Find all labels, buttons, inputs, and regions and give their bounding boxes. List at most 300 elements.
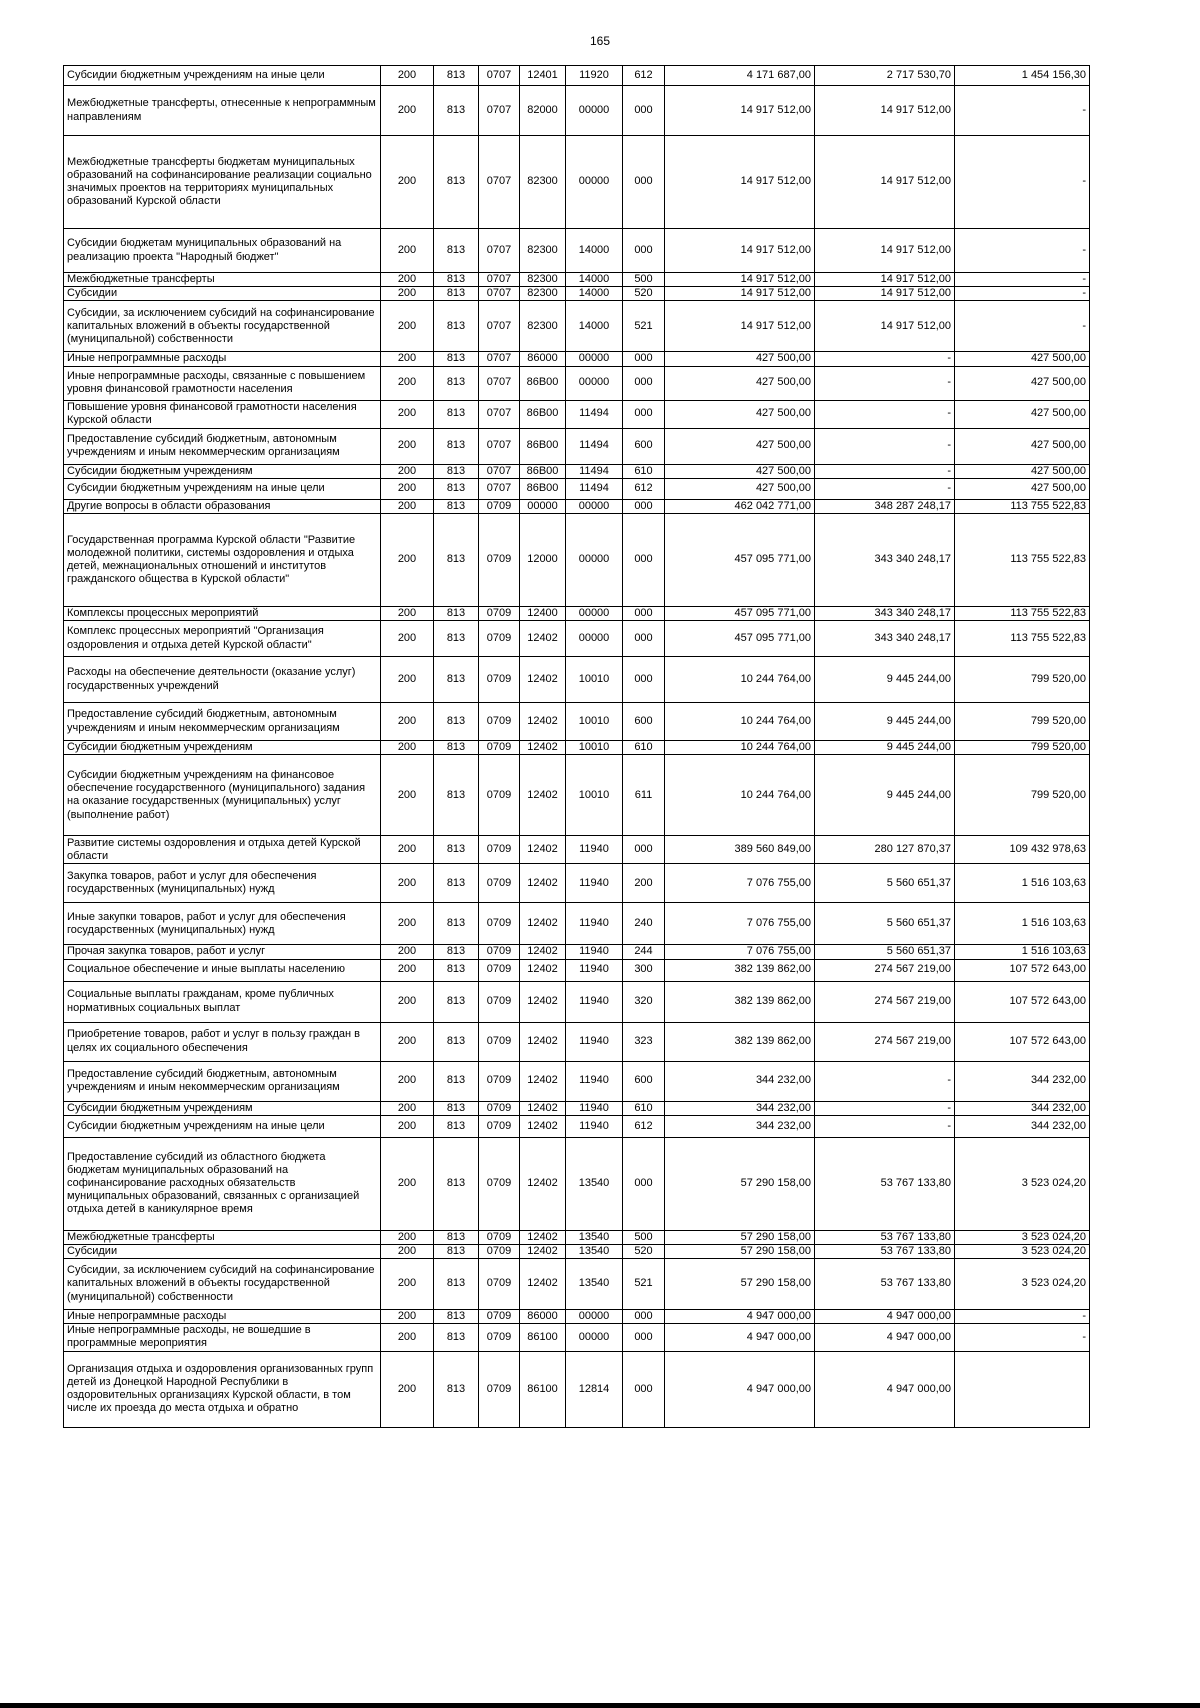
code-ved: 813 bbox=[434, 621, 479, 657]
code-direction: 13540 bbox=[566, 1244, 623, 1258]
sum-total: 457 095 771,00 bbox=[665, 621, 815, 657]
code-grbs: 200 bbox=[381, 836, 434, 864]
code-expense-type: 521 bbox=[623, 1259, 665, 1310]
sum-total: 7 076 755,00 bbox=[665, 903, 815, 945]
code-expense-type: 600 bbox=[623, 1061, 665, 1101]
code-expense-type: 612 bbox=[623, 66, 665, 86]
row-name: Расходы на обеспечение деятельности (оказание услуг) государственных учреждений bbox=[64, 657, 381, 703]
code-ved: 813 bbox=[434, 755, 479, 836]
row-name: Межбюджетные трансферты bbox=[64, 273, 381, 287]
code-ved: 813 bbox=[434, 606, 479, 620]
code-program: 86В00 bbox=[520, 400, 566, 428]
code-ved: 813 bbox=[434, 741, 479, 755]
code-grbs: 200 bbox=[381, 229, 434, 273]
code-direction: 11920 bbox=[566, 66, 623, 86]
sum-second: - bbox=[815, 464, 955, 478]
sum-second: - bbox=[815, 366, 955, 400]
code-razdel: 0709 bbox=[479, 657, 520, 703]
code-razdel: 0709 bbox=[479, 981, 520, 1022]
code-expense-type: 610 bbox=[623, 741, 665, 755]
code-ved: 813 bbox=[434, 1324, 479, 1351]
code-expense-type: 612 bbox=[623, 1115, 665, 1137]
sum-second: 4 947 000,00 bbox=[815, 1324, 955, 1351]
code-program: 82300 bbox=[520, 136, 566, 229]
code-expense-type: 000 bbox=[623, 606, 665, 620]
code-ved: 813 bbox=[434, 478, 479, 499]
code-program: 82300 bbox=[520, 229, 566, 273]
row-name: Субсидии, за исключением субсидий на софинансирование капитальных вложений в объекты государственной (муниципальной) собственности bbox=[64, 1259, 381, 1310]
sum-second: - bbox=[815, 352, 955, 366]
sum-third: 799 520,00 bbox=[955, 657, 1090, 703]
code-direction: 00000 bbox=[566, 86, 623, 136]
code-grbs: 200 bbox=[381, 273, 434, 287]
sum-total: 462 042 771,00 bbox=[665, 499, 815, 513]
code-direction: 11940 bbox=[566, 1115, 623, 1137]
code-ved: 813 bbox=[434, 1022, 479, 1061]
code-razdel: 0709 bbox=[479, 606, 520, 620]
sum-second: 9 445 244,00 bbox=[815, 755, 955, 836]
code-razdel: 0707 bbox=[479, 428, 520, 464]
code-expense-type: 500 bbox=[623, 273, 665, 287]
code-razdel: 0707 bbox=[479, 352, 520, 366]
code-direction: 00000 bbox=[566, 1310, 623, 1324]
code-direction: 11940 bbox=[566, 864, 623, 903]
sum-total: 57 290 158,00 bbox=[665, 1259, 815, 1310]
sum-third: 107 572 643,00 bbox=[955, 1022, 1090, 1061]
row-name: Субсидии бюджетным учреждениям bbox=[64, 1101, 381, 1115]
code-direction: 00000 bbox=[566, 366, 623, 400]
table-row bbox=[64, 945, 1090, 959]
code-expense-type: 200 bbox=[623, 864, 665, 903]
table-row bbox=[64, 1230, 1090, 1244]
code-razdel: 0709 bbox=[479, 621, 520, 657]
row-name: Межбюджетные трансферты, отнесенные к непрограммным направлениям bbox=[64, 86, 381, 136]
row-name: Иные непрограммные расходы, не вошедшие в программные мероприятия bbox=[64, 1324, 381, 1351]
code-grbs: 200 bbox=[381, 478, 434, 499]
code-ved: 813 bbox=[434, 513, 479, 606]
code-ved: 813 bbox=[434, 836, 479, 864]
row-name: Комплекс процессных мероприятий "Организация оздоровления и отдыха детей Курской области" bbox=[64, 621, 381, 657]
sum-total: 4 171 687,00 bbox=[665, 66, 815, 86]
sum-total: 57 290 158,00 bbox=[665, 1137, 815, 1230]
table-row bbox=[64, 273, 1090, 287]
table-row bbox=[64, 86, 1090, 136]
row-name: Предоставление субсидий бюджетным, автономным учреждениям и иным некоммерческим организациям bbox=[64, 703, 381, 741]
code-grbs: 200 bbox=[381, 464, 434, 478]
sum-second: 14 917 512,00 bbox=[815, 86, 955, 136]
code-ved: 813 bbox=[434, 1061, 479, 1101]
code-ved: 813 bbox=[434, 287, 479, 301]
code-program: 86100 bbox=[520, 1351, 566, 1427]
row-name: Повышение уровня финансовой грамотности населения Курской области bbox=[64, 400, 381, 428]
table-row bbox=[64, 1022, 1090, 1061]
table-row bbox=[64, 366, 1090, 400]
code-razdel: 0709 bbox=[479, 499, 520, 513]
table-row bbox=[64, 499, 1090, 513]
code-direction: 00000 bbox=[566, 352, 623, 366]
code-program: 12402 bbox=[520, 755, 566, 836]
sum-second: 348 287 248,17 bbox=[815, 499, 955, 513]
code-expense-type: 000 bbox=[623, 86, 665, 136]
code-ved: 813 bbox=[434, 66, 479, 86]
sum-total: 10 244 764,00 bbox=[665, 657, 815, 703]
row-name: Организация отдыха и оздоровления организованных групп детей из Донецкой Народной Республики в оздоровительных организациях Курской области, в том числе их проезда до места отдыха и обратно bbox=[64, 1351, 381, 1427]
table-row bbox=[64, 1137, 1090, 1230]
sum-third: 799 520,00 bbox=[955, 741, 1090, 755]
code-direction: 11940 bbox=[566, 1022, 623, 1061]
sum-third: 107 572 643,00 bbox=[955, 981, 1090, 1022]
row-name: Развитие системы оздоровления и отдыха детей Курской области bbox=[64, 836, 381, 864]
code-razdel: 0707 bbox=[479, 66, 520, 86]
code-grbs: 200 bbox=[381, 945, 434, 959]
code-razdel: 0709 bbox=[479, 1244, 520, 1258]
sum-total: 382 139 862,00 bbox=[665, 1022, 815, 1061]
code-program: 86В00 bbox=[520, 366, 566, 400]
table-row bbox=[64, 1115, 1090, 1137]
sum-total: 427 500,00 bbox=[665, 428, 815, 464]
row-name: Социальные выплаты гражданам, кроме публичных нормативных социальных выплат bbox=[64, 981, 381, 1022]
code-ved: 813 bbox=[434, 657, 479, 703]
sum-total: 14 917 512,00 bbox=[665, 273, 815, 287]
table-row bbox=[64, 66, 1090, 86]
table-row bbox=[64, 836, 1090, 864]
code-expense-type: 320 bbox=[623, 981, 665, 1022]
code-program: 12402 bbox=[520, 836, 566, 864]
code-razdel: 0707 bbox=[479, 366, 520, 400]
code-expense-type: 000 bbox=[623, 1137, 665, 1230]
code-ved: 813 bbox=[434, 981, 479, 1022]
table-row bbox=[64, 1061, 1090, 1101]
table-row bbox=[64, 1324, 1090, 1351]
code-razdel: 0707 bbox=[479, 400, 520, 428]
table-row bbox=[64, 1244, 1090, 1258]
code-ved: 813 bbox=[434, 400, 479, 428]
sum-total: 344 232,00 bbox=[665, 1115, 815, 1137]
code-direction: 00000 bbox=[566, 136, 623, 229]
code-expense-type: 300 bbox=[623, 959, 665, 981]
sum-third: 799 520,00 bbox=[955, 755, 1090, 836]
sum-total: 427 500,00 bbox=[665, 366, 815, 400]
code-razdel: 0709 bbox=[479, 1351, 520, 1427]
row-name: Субсидии, за исключением субсидий на софинансирование капитальных вложений в объекты государственной (муниципальной) собственности bbox=[64, 301, 381, 352]
row-name: Социальное обеспечение и иные выплаты населению bbox=[64, 959, 381, 981]
code-direction: 00000 bbox=[566, 1324, 623, 1351]
code-direction: 11940 bbox=[566, 903, 623, 945]
code-ved: 813 bbox=[434, 864, 479, 903]
code-direction: 14000 bbox=[566, 229, 623, 273]
code-grbs: 200 bbox=[381, 606, 434, 620]
sum-second: 53 767 133,80 bbox=[815, 1244, 955, 1258]
sum-total: 382 139 862,00 bbox=[665, 981, 815, 1022]
sum-third bbox=[955, 1351, 1090, 1427]
code-grbs: 200 bbox=[381, 864, 434, 903]
sum-total: 382 139 862,00 bbox=[665, 959, 815, 981]
code-razdel: 0709 bbox=[479, 945, 520, 959]
row-name: Межбюджетные трансферты bbox=[64, 1230, 381, 1244]
code-expense-type: 000 bbox=[623, 621, 665, 657]
code-expense-type: 000 bbox=[623, 400, 665, 428]
sum-third: 344 232,00 bbox=[955, 1061, 1090, 1101]
code-expense-type: 610 bbox=[623, 1101, 665, 1115]
sum-second: 5 560 651,37 bbox=[815, 903, 955, 945]
code-grbs: 200 bbox=[381, 499, 434, 513]
sum-total: 57 290 158,00 bbox=[665, 1230, 815, 1244]
sum-total: 389 560 849,00 bbox=[665, 836, 815, 864]
sum-third: - bbox=[955, 287, 1090, 301]
table-row bbox=[64, 464, 1090, 478]
code-grbs: 200 bbox=[381, 1061, 434, 1101]
sum-third: 427 500,00 bbox=[955, 478, 1090, 499]
code-program: 82300 bbox=[520, 273, 566, 287]
table-row bbox=[64, 1310, 1090, 1324]
sum-third: 113 755 522,83 bbox=[955, 499, 1090, 513]
table-row bbox=[64, 657, 1090, 703]
code-program: 12402 bbox=[520, 864, 566, 903]
sum-total: 427 500,00 bbox=[665, 400, 815, 428]
row-name: Иные закупки товаров, работ и услуг для обеспечения государственных (муниципальных) нужд bbox=[64, 903, 381, 945]
code-program: 12000 bbox=[520, 513, 566, 606]
code-grbs: 200 bbox=[381, 513, 434, 606]
sum-second: - bbox=[815, 400, 955, 428]
code-direction: 12814 bbox=[566, 1351, 623, 1427]
code-ved: 813 bbox=[434, 136, 479, 229]
table-row bbox=[64, 903, 1090, 945]
table-row bbox=[64, 621, 1090, 657]
code-expense-type: 500 bbox=[623, 1230, 665, 1244]
code-program: 86000 bbox=[520, 352, 566, 366]
code-expense-type: 611 bbox=[623, 755, 665, 836]
code-grbs: 200 bbox=[381, 703, 434, 741]
code-direction: 13540 bbox=[566, 1230, 623, 1244]
code-razdel: 0709 bbox=[479, 1137, 520, 1230]
code-razdel: 0709 bbox=[479, 1324, 520, 1351]
row-name: Иные непрограммные расходы bbox=[64, 1310, 381, 1324]
row-name: Предоставление субсидий из областного бюджета бюджетам муниципальных образований на софинансирование расходных обязательств муниципальных образований, связанных с организацией отдыха детей в каникулярное время bbox=[64, 1137, 381, 1230]
code-direction: 14000 bbox=[566, 287, 623, 301]
code-grbs: 200 bbox=[381, 136, 434, 229]
row-name: Субсидии бюджетным учреждениям bbox=[64, 464, 381, 478]
code-expense-type: 000 bbox=[623, 352, 665, 366]
sum-total: 10 244 764,00 bbox=[665, 741, 815, 755]
code-grbs: 200 bbox=[381, 903, 434, 945]
code-razdel: 0709 bbox=[479, 741, 520, 755]
sum-second: 4 947 000,00 bbox=[815, 1310, 955, 1324]
sum-total: 457 095 771,00 bbox=[665, 606, 815, 620]
code-direction: 11940 bbox=[566, 945, 623, 959]
table-row bbox=[64, 1351, 1090, 1427]
code-ved: 813 bbox=[434, 352, 479, 366]
code-expense-type: 000 bbox=[623, 836, 665, 864]
code-direction: 14000 bbox=[566, 273, 623, 287]
sum-third: 3 523 024,20 bbox=[955, 1137, 1090, 1230]
sum-total: 14 917 512,00 bbox=[665, 229, 815, 273]
sum-third: 3 523 024,20 bbox=[955, 1244, 1090, 1258]
sum-total: 14 917 512,00 bbox=[665, 287, 815, 301]
code-direction: 10010 bbox=[566, 755, 623, 836]
sum-third: 427 500,00 bbox=[955, 352, 1090, 366]
code-program: 12402 bbox=[520, 1101, 566, 1115]
sum-second: 4 947 000,00 bbox=[815, 1351, 955, 1427]
row-name: Предоставление субсидий бюджетным, автономным учреждениям и иным некоммерческим организациям bbox=[64, 428, 381, 464]
code-ved: 813 bbox=[434, 366, 479, 400]
code-ved: 813 bbox=[434, 273, 479, 287]
code-ved: 813 bbox=[434, 1259, 479, 1310]
sum-second: 280 127 870,37 bbox=[815, 836, 955, 864]
row-name: Субсидии bbox=[64, 287, 381, 301]
sum-third: - bbox=[955, 136, 1090, 229]
code-direction: 00000 bbox=[566, 606, 623, 620]
sum-third: 427 500,00 bbox=[955, 400, 1090, 428]
sum-second: 9 445 244,00 bbox=[815, 741, 955, 755]
code-razdel: 0709 bbox=[479, 1310, 520, 1324]
code-direction: 11940 bbox=[566, 836, 623, 864]
code-ved: 813 bbox=[434, 903, 479, 945]
budget-table bbox=[63, 65, 1090, 1428]
sum-second: 274 567 219,00 bbox=[815, 959, 955, 981]
code-razdel: 0707 bbox=[479, 301, 520, 352]
sum-third: 1 516 103,63 bbox=[955, 903, 1090, 945]
code-razdel: 0709 bbox=[479, 959, 520, 981]
sum-second: 343 340 248,17 bbox=[815, 606, 955, 620]
sum-second: 5 560 651,37 bbox=[815, 945, 955, 959]
code-program: 12402 bbox=[520, 959, 566, 981]
table-row bbox=[64, 755, 1090, 836]
sum-total: 14 917 512,00 bbox=[665, 301, 815, 352]
code-ved: 813 bbox=[434, 229, 479, 273]
code-program: 86100 bbox=[520, 1324, 566, 1351]
sum-third: 109 432 978,63 bbox=[955, 836, 1090, 864]
code-ved: 813 bbox=[434, 464, 479, 478]
code-expense-type: 323 bbox=[623, 1022, 665, 1061]
code-grbs: 200 bbox=[381, 755, 434, 836]
table-row bbox=[64, 606, 1090, 620]
code-direction: 11940 bbox=[566, 1101, 623, 1115]
row-name: Приобретение товаров, работ и услуг в пользу граждан в целях их социального обеспечения bbox=[64, 1022, 381, 1061]
code-ved: 813 bbox=[434, 1230, 479, 1244]
code-program: 12402 bbox=[520, 1115, 566, 1137]
table-row bbox=[64, 352, 1090, 366]
row-name: Предоставление субсидий бюджетным, автономным учреждениям и иным некоммерческим организациям bbox=[64, 1061, 381, 1101]
row-name: Субсидии бюджетным учреждениям на иные цели bbox=[64, 478, 381, 499]
code-direction: 14000 bbox=[566, 301, 623, 352]
code-expense-type: 521 bbox=[623, 301, 665, 352]
code-expense-type: 000 bbox=[623, 1351, 665, 1427]
code-direction: 13540 bbox=[566, 1259, 623, 1310]
code-direction: 10010 bbox=[566, 741, 623, 755]
sum-third: 344 232,00 bbox=[955, 1101, 1090, 1115]
sum-second: - bbox=[815, 478, 955, 499]
table-row bbox=[64, 741, 1090, 755]
code-expense-type: 610 bbox=[623, 464, 665, 478]
code-program: 12402 bbox=[520, 741, 566, 755]
code-grbs: 200 bbox=[381, 352, 434, 366]
row-name: Субсидии бюджетным учреждениям на иные цели bbox=[64, 1115, 381, 1137]
code-grbs: 200 bbox=[381, 1230, 434, 1244]
sum-second: 14 917 512,00 bbox=[815, 229, 955, 273]
code-ved: 813 bbox=[434, 499, 479, 513]
code-razdel: 0707 bbox=[479, 273, 520, 287]
code-expense-type: 244 bbox=[623, 945, 665, 959]
table-row bbox=[64, 981, 1090, 1022]
sum-total: 427 500,00 bbox=[665, 478, 815, 499]
table-row bbox=[64, 703, 1090, 741]
row-name: Субсидии bbox=[64, 1244, 381, 1258]
code-grbs: 200 bbox=[381, 1137, 434, 1230]
code-ved: 813 bbox=[434, 959, 479, 981]
sum-third: - bbox=[955, 301, 1090, 352]
sum-second: 5 560 651,37 bbox=[815, 864, 955, 903]
code-program: 12400 bbox=[520, 606, 566, 620]
code-grbs: 200 bbox=[381, 981, 434, 1022]
table-row bbox=[64, 1101, 1090, 1115]
table-row bbox=[64, 959, 1090, 981]
table-row bbox=[64, 229, 1090, 273]
code-program: 12402 bbox=[520, 1022, 566, 1061]
sum-second: 9 445 244,00 bbox=[815, 657, 955, 703]
sum-total: 427 500,00 bbox=[665, 352, 815, 366]
code-program: 86В00 bbox=[520, 428, 566, 464]
code-direction: 11494 bbox=[566, 478, 623, 499]
code-program: 12402 bbox=[520, 621, 566, 657]
sum-third: 1 516 103,63 bbox=[955, 945, 1090, 959]
code-program: 82000 bbox=[520, 86, 566, 136]
code-expense-type: 000 bbox=[623, 366, 665, 400]
table-row bbox=[64, 301, 1090, 352]
table-row bbox=[64, 400, 1090, 428]
code-grbs: 200 bbox=[381, 657, 434, 703]
code-ved: 813 bbox=[434, 1137, 479, 1230]
sum-third: 113 755 522,83 bbox=[955, 621, 1090, 657]
sum-third: 113 755 522,83 bbox=[955, 606, 1090, 620]
code-razdel: 0709 bbox=[479, 1022, 520, 1061]
code-expense-type: 000 bbox=[623, 1310, 665, 1324]
sum-third: 3 523 024,20 bbox=[955, 1230, 1090, 1244]
sum-second: 14 917 512,00 bbox=[815, 301, 955, 352]
sum-second: - bbox=[815, 428, 955, 464]
sum-total: 344 232,00 bbox=[665, 1101, 815, 1115]
code-direction: 11940 bbox=[566, 981, 623, 1022]
code-grbs: 200 bbox=[381, 959, 434, 981]
table-row bbox=[64, 478, 1090, 499]
code-expense-type: 000 bbox=[623, 513, 665, 606]
code-direction: 10010 bbox=[566, 657, 623, 703]
sum-total: 4 947 000,00 bbox=[665, 1351, 815, 1427]
code-expense-type: 000 bbox=[623, 136, 665, 229]
sum-total: 457 095 771,00 bbox=[665, 513, 815, 606]
sum-total: 57 290 158,00 bbox=[665, 1244, 815, 1258]
code-ved: 813 bbox=[434, 1244, 479, 1258]
bottom-border-bar bbox=[0, 1703, 1200, 1708]
code-grbs: 200 bbox=[381, 1101, 434, 1115]
sum-third: - bbox=[955, 86, 1090, 136]
sum-second: 274 567 219,00 bbox=[815, 981, 955, 1022]
code-expense-type: 600 bbox=[623, 703, 665, 741]
row-name: Прочая закупка товаров, работ и услуг bbox=[64, 945, 381, 959]
sum-third: 427 500,00 bbox=[955, 464, 1090, 478]
code-program: 82300 bbox=[520, 301, 566, 352]
code-ved: 813 bbox=[434, 1115, 479, 1137]
code-expense-type: 000 bbox=[623, 499, 665, 513]
code-razdel: 0707 bbox=[479, 478, 520, 499]
code-grbs: 200 bbox=[381, 1022, 434, 1061]
code-direction: 00000 bbox=[566, 513, 623, 606]
code-program: 12402 bbox=[520, 945, 566, 959]
code-program: 86000 bbox=[520, 1310, 566, 1324]
code-direction: 11940 bbox=[566, 959, 623, 981]
code-program: 12402 bbox=[520, 1259, 566, 1310]
code-ved: 813 bbox=[434, 301, 479, 352]
code-razdel: 0709 bbox=[479, 755, 520, 836]
